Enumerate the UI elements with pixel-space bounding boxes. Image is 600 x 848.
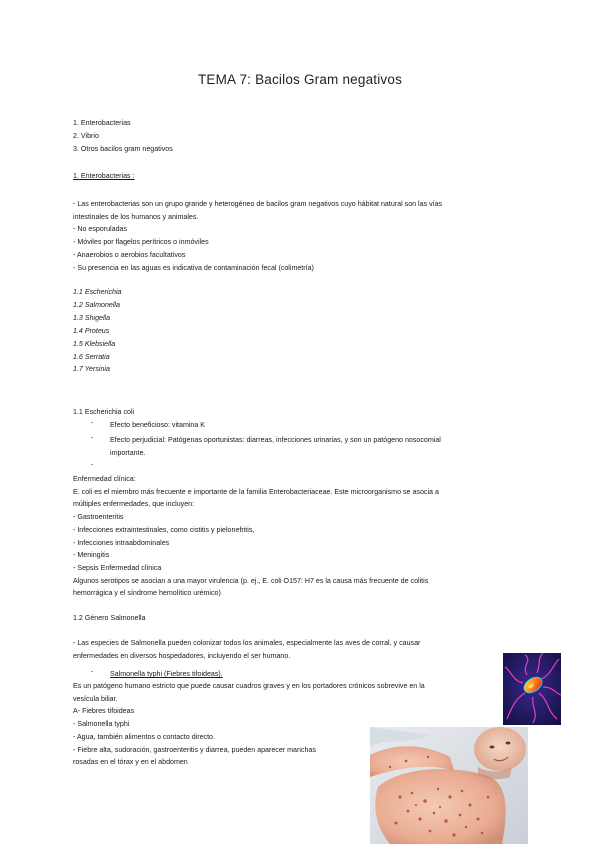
- salmonella-heading: 1.2 Género Salmonella: [73, 614, 146, 622]
- bullet-marker: -: [91, 668, 94, 676]
- clinical-line: - Sepsis Enfermedad clínica: [73, 563, 162, 572]
- ecoli-bullet-harm: Efecto perjudicial: Patógenas oportunistas: diarreas, infecciones urinarias, y son un patógeno nosocomial: [110, 436, 441, 444]
- genus-item: 1.3 Shigella: [73, 313, 111, 322]
- intro-line: - Móviles por flagelos perítricos o inmóviles: [73, 238, 209, 247]
- clinical-line: E. coli es el miembro más frecuente e importante de la familia Enterobacteriaceae. Este microorganismo se asocia a: [73, 487, 439, 496]
- clinical-line: múltiples enfermedades, que incluyen:: [73, 500, 195, 509]
- genera-list: [73, 286, 122, 376]
- toc-item: 1. Enterobacterias: [73, 119, 131, 127]
- typhi-line: - Fiebre alta, sudoración, gastroenteritis y diarrea, pueden aparecer manchas: [73, 745, 316, 754]
- typhi-line: - Salmonella typhi: [73, 720, 130, 729]
- genus-item: 1.4 Proteus: [73, 326, 110, 335]
- genus-item: 1.6 Serratia: [73, 352, 110, 361]
- typhoid-rose-spots-photo: [370, 727, 528, 844]
- typhi-line: rosadas en el tórax y en el abdomen: [73, 758, 188, 767]
- genus-item: 1.2 Salmonella: [73, 300, 120, 309]
- clinical-line: Algunos serotipos se asocian a una mayor virulencia (p. ej., E. coli O157: H7 es la causa más frecuente de colitis: [73, 576, 429, 585]
- typhi-line: - Agua, también alimentos o contacto directo.: [73, 732, 215, 741]
- salmonella-intro: [73, 637, 420, 662]
- bullet-marker: -: [91, 434, 94, 442]
- genus-item: 1.5 Klebsiella: [73, 339, 116, 348]
- intro-line: - No esporuladas: [73, 225, 128, 234]
- salmonella-intro-line: - Las especies de Salmonella pueden colonizar todos los animales, especialmente las aves de corral, y causar: [73, 639, 421, 647]
- genus-item: 1.1 Escherichia: [73, 288, 122, 296]
- genus-item: 1.7 Yersinia: [73, 365, 110, 374]
- typhi-line: vesícula biliar.: [73, 694, 118, 703]
- typhi-line: A- Fiebres tifoideas: [73, 707, 135, 716]
- section-heading-enterobacterias: 1. Enterobacterias :: [73, 172, 135, 180]
- bacterium-illustration: [503, 653, 561, 725]
- salmonella-micrograph-image: [503, 653, 561, 725]
- intro-line: - Las enterobacterias son un grupo grande y heterogéneo de bacilos gram negativos cuyo hábitat natural son las vías: [73, 200, 443, 208]
- intro-line: - Anaerobios o aerobios facultativos: [73, 250, 186, 259]
- clinical-line: - Gastroenteritis: [73, 513, 124, 522]
- bullet-marker-empty: -: [91, 461, 94, 469]
- typhi-heading: Salmonella typhi (Fiebres tifoideas).: [110, 670, 223, 678]
- clinical-line: Enfermedad clínica:: [73, 475, 136, 483]
- patient-photo-illustration: [370, 727, 528, 844]
- clinical-disease-block: [73, 473, 439, 600]
- intro-paragraph: [73, 198, 442, 274]
- toc-item: 3. Otros bacilos gram negativos: [73, 145, 173, 153]
- clinical-line: hemorrágica y el síndrome hemolítico urémico): [73, 589, 221, 598]
- ecoli-bullet-benefit: Efecto beneficioso: vitamina K: [110, 421, 206, 429]
- clinical-line: - Infecciones extraintestinales, como cistitis y pielonefritis,: [73, 525, 255, 534]
- ecoli-bullet-harm-cont: importante.: [110, 449, 146, 457]
- clinical-line: - Infecciones intraabdominales: [73, 538, 170, 547]
- toc-item: 2. Vibrio: [73, 132, 99, 140]
- intro-line: intestinales de los humanos y animales.: [73, 212, 199, 221]
- page-title: TEMA 7: Bacilos Gram negativos: [197, 72, 403, 87]
- ecoli-heading: 1.1 Escherichia coli: [73, 408, 135, 416]
- intro-line: - Su presencia en las aguas es indicativa de contaminación fecal (colimetría): [73, 263, 314, 272]
- clinical-line: - Meningitis: [73, 551, 110, 560]
- bullet-marker: -: [91, 419, 94, 427]
- salmonella-intro-line: enfermedades en diversos hospedadores, incluyendo el ser humano.: [73, 651, 291, 660]
- typhi-line: Es un patógeno humano estricto que puede causar cuadros graves y en los portadores crónicos sobrevive en la: [73, 682, 425, 690]
